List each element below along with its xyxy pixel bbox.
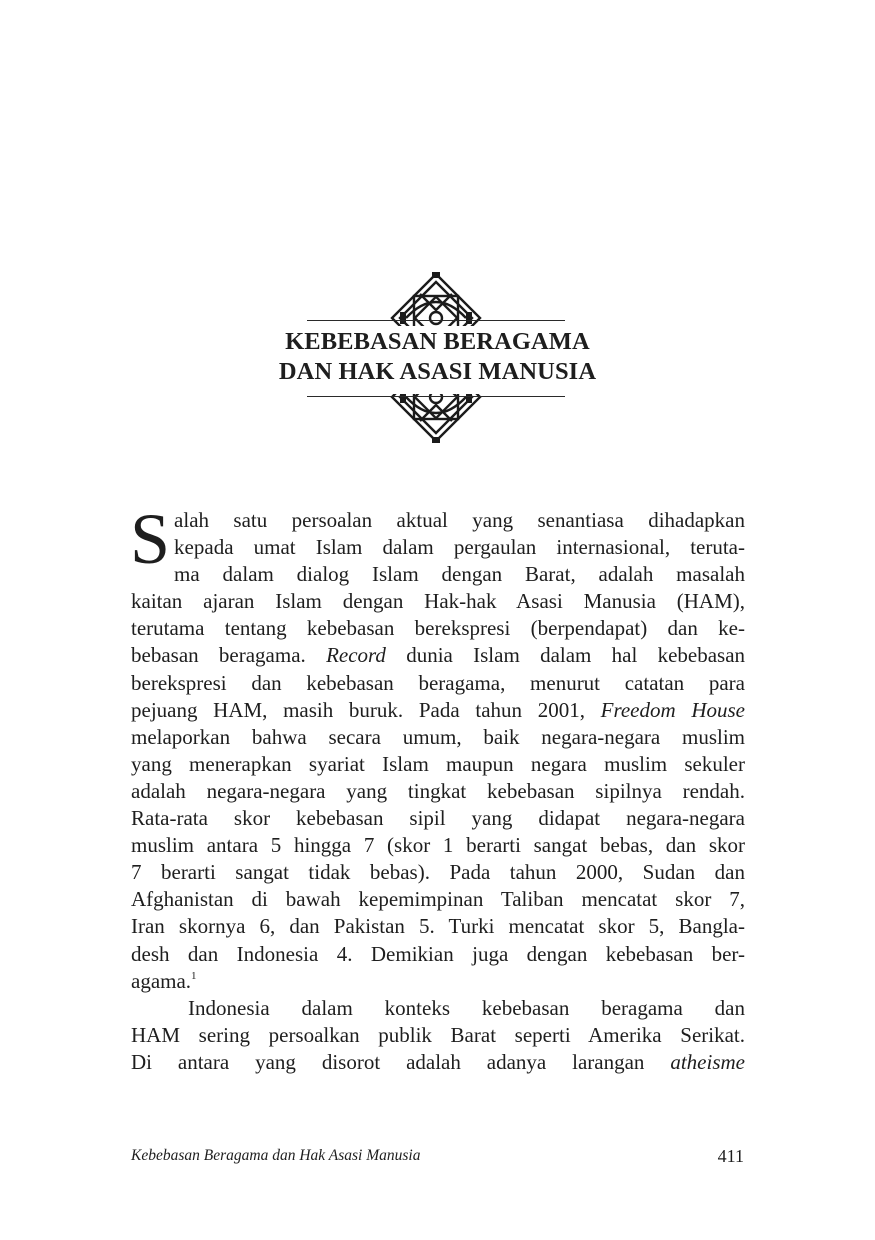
chapter-title — [200, 327, 675, 387]
footnote-marker[interactable]: 1 — [191, 969, 197, 982]
body-text — [130, 499, 746, 1076]
text-segment: bebasan beragama. — [131, 643, 306, 668]
text-line: ma dalam dialog Islam dengan Barat, adalah masalah — [174, 562, 745, 587]
text-line: yang menerapkan syariat Islam maupun negara muslim sekuler — [131, 751, 745, 776]
text-segment: Di antara yang disorot adalah adanya larangan — [131, 1049, 645, 1074]
text-line: muslim antara 5 hingga 7 (skor 1 berarti sangat bebas, dan skor — [131, 833, 745, 858]
chapter-title-line-2: DAN HAK ASASI MANUSIA — [278, 358, 597, 385]
text-line: Indonesia dalam konteks kebebasan beragama dan — [188, 995, 745, 1020]
emphasis-atheisme: atheisme — [670, 1049, 745, 1074]
chapter-title-line-1: KEBEBASAN BERAGAMA — [285, 328, 590, 355]
text-line: adalah negara-negara yang tingkat kebebasan sipilnya rendah. — [131, 778, 745, 803]
paragraph-2 — [131, 995, 745, 1076]
text-line: berekspresi dan kebebasan beragama, menurut catatan para — [131, 670, 745, 695]
text-line: Rata-rata skor kebebasan sipil yang didapat negara-negara — [131, 806, 745, 831]
text-segment: dunia Islam dalam hal kebebasan — [406, 643, 746, 668]
text-line — [131, 1049, 745, 1076]
text-line: kepada umat Islam dalam pergaulan internasional, teruta- — [174, 535, 745, 560]
text-line: melaporkan bahwa secara umum, baik negara-negara muslim — [131, 724, 745, 749]
text-line: Iran skornya 6, dan Pakistan 5. Turki mencatat skor 5, Bangla- — [131, 914, 745, 939]
emphasis-freedom-house: Freedom House — [600, 697, 746, 722]
text-line — [131, 968, 745, 995]
page-number: 411 — [717, 1146, 744, 1166]
text-line: alah satu persoalan aktual yang senantiasa dihadapkan — [174, 508, 745, 532]
text-segment: agama. — [131, 968, 192, 993]
emphasis-record: Record — [326, 643, 386, 668]
text-line: desh dan Indonesia 4. Demikian juga dengan kebebasan ber- — [131, 941, 745, 966]
text-line: 7 berarti sangat tidak bebas). Pada tahun 2000, Sudan dan — [131, 860, 745, 885]
running-title: Kebebasan Beragama dan Hak Asasi Manusia — [131, 1147, 421, 1164]
text-line: kaitan ajaran Islam dengan Hak-hak Asasi Manusia (HAM), — [131, 589, 745, 614]
text-line — [131, 642, 745, 669]
paragraph-1 — [130, 499, 746, 995]
drop-cap: S — [130, 499, 171, 579]
title-rule-top — [307, 320, 565, 321]
title-rule-bottom — [307, 396, 565, 397]
text-line: HAM sering persoalkan publik Barat seperti Amerika Serikat. — [131, 1022, 745, 1047]
text-line: Afghanistan di bawah kepemimpinan Taliban mencatat skor 7, — [131, 887, 745, 912]
text-line — [131, 697, 745, 724]
text-line: terutama tentang kebebasan berekspresi (berpendapat) dan ke- — [131, 616, 745, 641]
text-segment: pejuang HAM, masih buruk. Pada tahun 2001, — [131, 697, 585, 722]
